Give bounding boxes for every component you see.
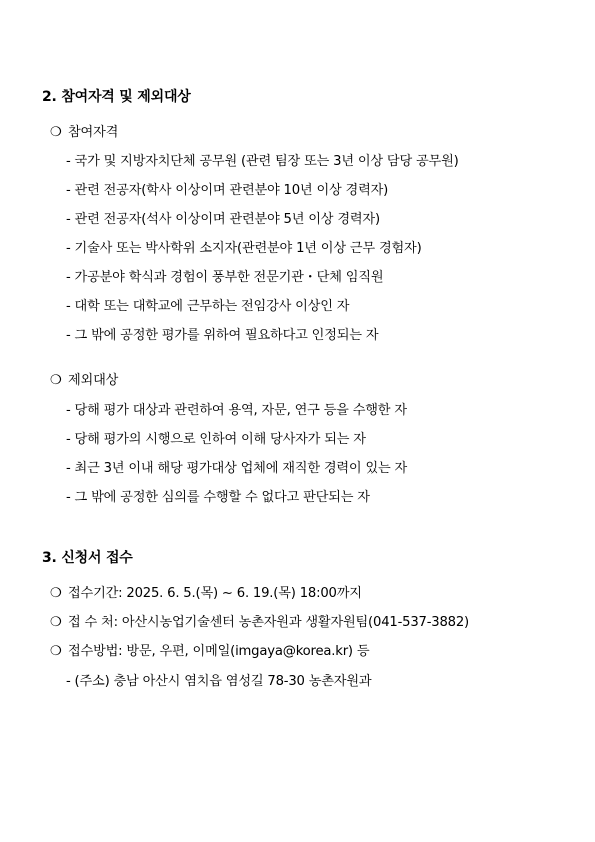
section-3-heading: 3. 신청서 접수 (42, 550, 133, 566)
list-item: - 기술사 또는 박사학위 소지자(관련분야 1년 이상 근무 경험자) (66, 241, 422, 256)
circle-bullet-icon: ❍ (50, 615, 62, 630)
list-item: - 대학 또는 대학교에 근무하는 전임강사 이상인 자 (66, 299, 350, 314)
group-title: 참여자격 (68, 125, 119, 140)
list-item: - 관련 전공자(석사 이상이며 관련분야 5년 이상 경력자) (66, 212, 380, 227)
address-line: - (주소) 충남 아산시 염치읍 염성길 78-30 농촌자원과 (66, 674, 372, 689)
application-office (50, 611, 469, 630)
list-item-text: 접수방법: 방문, 우편, 이메일(imgaya@korea.kr) 등 (68, 644, 370, 659)
list-item: - 국가 및 지방자치단체 공무원 (관련 팀장 또는 3년 이상 담당 공무원) (66, 154, 459, 169)
list-item-text: 접 수 처: 아산시농업기술센터 농촌자원과 생활자원팀(041-537-3882) (68, 615, 469, 630)
circle-bullet-icon: ❍ (50, 125, 62, 140)
list-item: - 그 밖에 공정한 심의를 수행할 수 없다고 판단되는 자 (66, 490, 370, 505)
list-item: - 관련 전공자(학사 이상이며 관련분야 10년 이상 경력자) (66, 183, 389, 198)
list-item: - 당해 평가의 시행으로 인하여 이해 당사자가 되는 자 (66, 432, 366, 447)
group-exclusions (50, 369, 118, 388)
group-title: 제외대상 (68, 373, 119, 388)
list-item: - 그 밖에 공정한 평가를 위하여 필요하다고 인정되는 자 (66, 328, 379, 343)
application-method (50, 640, 369, 659)
list-item: - 가공분야 학식과 경험이 풍부한 전문기관・단체 임직원 (66, 270, 384, 285)
circle-bullet-icon: ❍ (50, 586, 62, 601)
list-item: - 최근 3년 이내 해당 평가대상 업체에 재직한 경력이 있는 자 (66, 461, 408, 476)
section-2-heading: 2. 참여자격 및 제외대상 (42, 89, 191, 105)
circle-bullet-icon: ❍ (50, 644, 62, 659)
group-participation-qualifications (50, 121, 118, 140)
list-item-text: 접수기간: 2025. 6. 5.(목) ~ 6. 19.(목) 18:00까지 (68, 586, 362, 601)
application-period (50, 582, 362, 601)
list-item: - 당해 평가 대상과 관련하여 용역, 자문, 연구 등을 수행한 자 (66, 403, 407, 418)
circle-bullet-icon: ❍ (50, 373, 62, 388)
